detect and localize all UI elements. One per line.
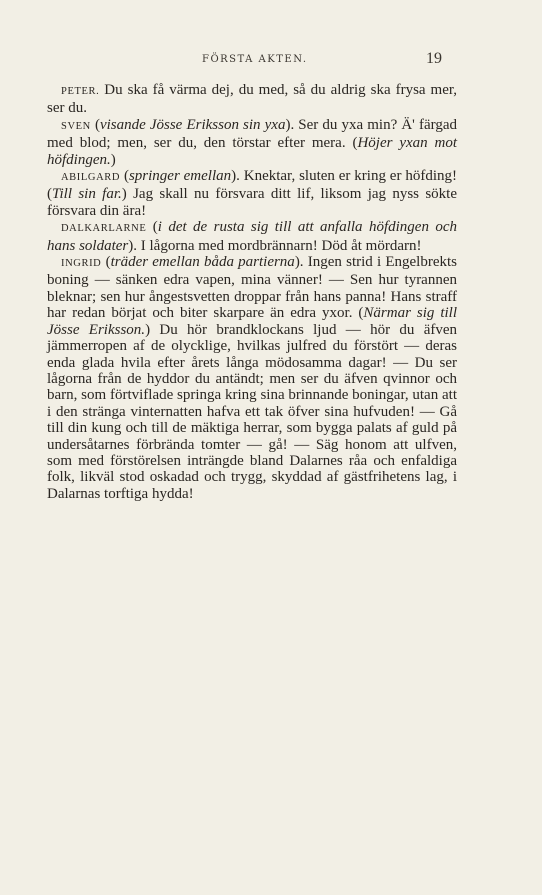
- stage-direction: springer emellan: [128, 168, 232, 185]
- dialogue-text: ). Knektar, sluten er kring er höfding! (: [47, 168, 457, 203]
- dialogue-paragraph: [47, 117, 457, 168]
- dialogue-paragraph: [47, 168, 457, 219]
- dialogue-text: Du ska få värma dej, du med, så du aldrig ska frysa mer, ser du.: [47, 82, 458, 117]
- dialogue-paragraph: [47, 219, 457, 254]
- dialogue-text: (: [123, 168, 129, 185]
- stage-direction: Närmar sig till Jösse Eriksson.: [47, 305, 458, 338]
- dialogue-text: (: [105, 254, 111, 271]
- speaker-name: SVEN: [61, 120, 91, 132]
- stage-direction: träder emellan båda partierna: [110, 254, 295, 271]
- speaker-name: DALKARLARNE: [61, 223, 147, 235]
- dialogue-text: ) Du hör brandklockans ljud — hör du äfven jämmerropen af de olycklige, hvilkas julfred du förstört — deras enda glada hvila efter årets långa mödosamma dagar! — Du ser lågorna från de hyddor du antändt; men ser du äfven qvinnor och barn, som förtviflade springa kring sina brinnande boningar, utan att i den stränga vinternatten hafva ett tak öfver sina hufvuden! — Gå till din kung och till de mäktiga herrar, som bygga palats af guld på undersåtarnes förbrända tomter — gå! — Säg honom att ulfven, som med förstörelsen inträngde bland Dalarnes råa och enfaldiga folk, likväl stod oskadad och trygg, skyddad af gästfrihetens lag, i Dalarnas torftiga hyddа!: [47, 321, 457, 502]
- dialogue-text: (: [94, 116, 100, 133]
- dialogue-text: ): [110, 151, 116, 168]
- running-title: FÖRSTA AKTEN.: [202, 54, 308, 65]
- dialogue-paragraph: [47, 82, 457, 117]
- stage-direction: Till sin far.: [52, 186, 122, 203]
- speaker-name: PETER.: [61, 86, 100, 97]
- speaker-name: INGRID: [61, 258, 102, 270]
- dialogue-text: (: [152, 219, 158, 236]
- stage-direction: visande Jösse Eriksson sin yxa: [99, 116, 286, 133]
- dialogue-text: ) Jag skall nu försvara ditt lif, liksom jag nyss sökte försvara din ära!: [47, 186, 457, 219]
- play-text: [47, 82, 457, 502]
- speaker-name: ABILGARD: [61, 172, 121, 184]
- page-number: 19: [426, 50, 442, 67]
- dialogue-text: ). Ser du yxa min? Ä' färgad med blod; men, ser du, den törstar efter mera. (: [47, 116, 458, 152]
- dialogue-text: ). I lågorna med mordbrännarn! Död åt mördarn!: [128, 237, 422, 254]
- stage-direction: Höjer yxan mot höfdingen.: [47, 135, 457, 168]
- dialogue-text: ). Ingen strid i Engelbrekts boning — sänken edra vapen, mina vänner! — Sen hur tyrannen bleknar; sen hur ångestsvetten droppar från hans panna! Hans straff har redan börjat och biter skarpare än edra yxor. (: [47, 254, 457, 322]
- stage-direction: i det de rusta sig till att anfalla höfdingen och hans soldater: [47, 219, 458, 254]
- dialogue-paragraph: [47, 254, 457, 502]
